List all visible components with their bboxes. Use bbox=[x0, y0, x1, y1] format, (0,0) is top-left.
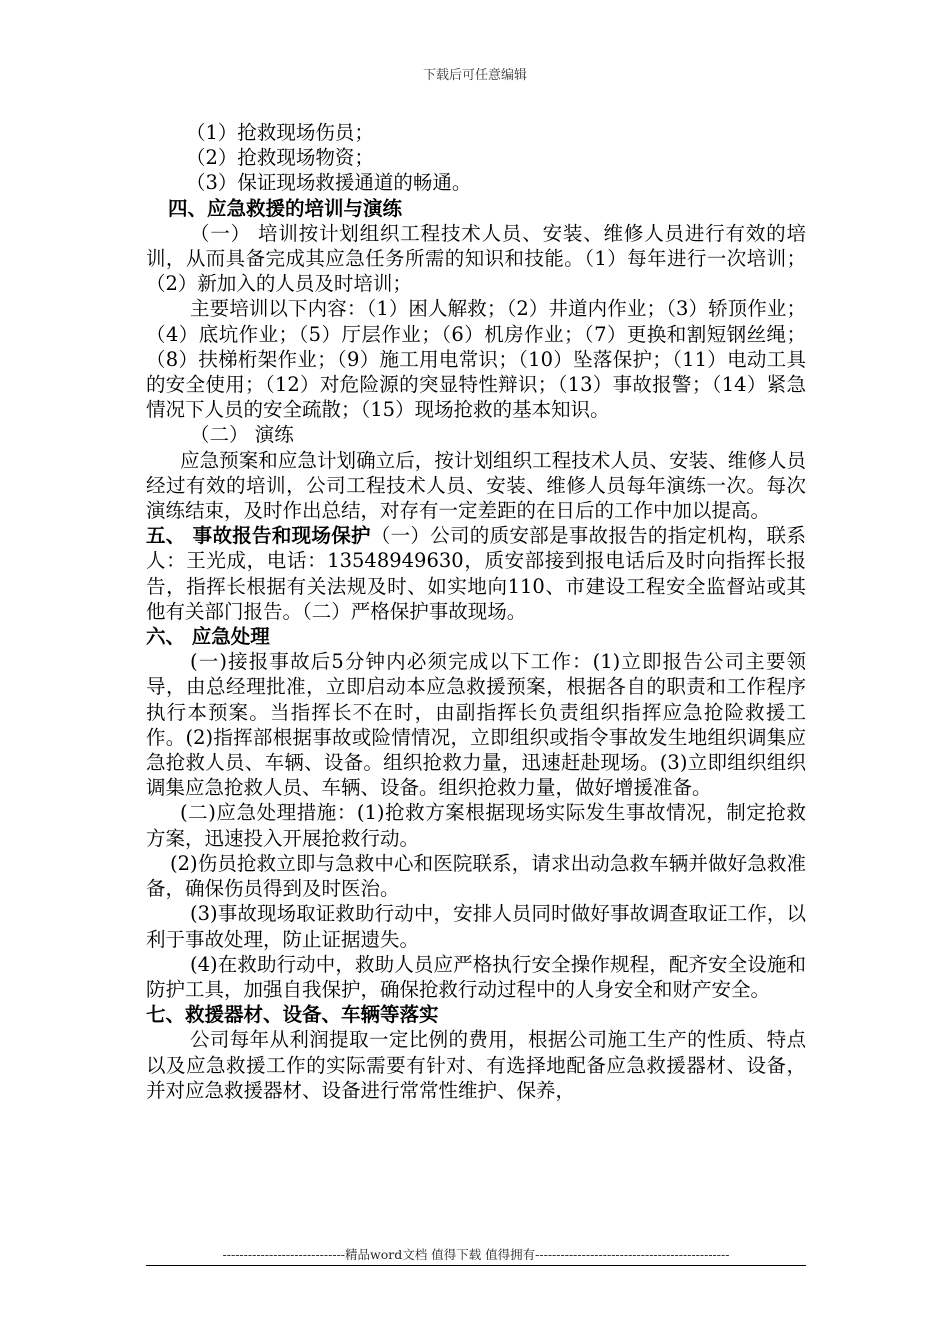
paragraph: (一)接报事故后5分钟内必须完成以下工作：(1)立即报告公司主要领导，由总经理批准，立即启动本应急救援预案，根据各自的职责和工作程序执行本预案。当指挥长不在时，由副指挥长负责组织指挥应急抢险救援工作。(2)指挥部根据事故或险情情况，立即组织或指令事故发生地组织调集应急抢救人员、车辆、设备。组织抢救力量，迅速赶赴现场。(3)立即组织组织调集应急抢救人员、车辆、设备。组织抢救力量，做好增援准备。 bbox=[146, 650, 806, 800]
paragraph: 应急预案和应急计划确立后，按计划组织工程技术人员、安装、维修人员经过有效的培训，公司工程技术人员、安装、维修人员每年演练一次。每次演练结束，及时作出总结，对存有一定差距的在日后的工作中加以提高。 bbox=[146, 448, 806, 523]
list-item: （3）保证现场救援通道的畅通。 bbox=[186, 171, 472, 195]
section-heading: 七、救援器材、设备、车辆等落实 bbox=[146, 1003, 439, 1027]
section-heading: 五、 事故报告和现场保护 bbox=[146, 524, 371, 548]
list-item: （1）抢救现场伤员； bbox=[186, 121, 374, 144]
paragraph-text: （一）公司的质安部是事故报告的指定机构，联系人：王光成，电话：13548949630，质安部接到报电话后及时向指挥长报告，指挥长根据有关法规及时、如实地向110、市建设工程安全监督站或其他有关部门报告。（二）严格保护事故现场。 bbox=[146, 524, 806, 623]
paragraph: (2)伤员抢救立即与急救中心和医院联系，请求出动急救车辆并做好急救准备，确保伤员得到及时医治。 bbox=[146, 851, 806, 901]
list-item: （2）抢救现场物资； bbox=[186, 146, 374, 170]
paragraph: 公司每年从利润提取一定比例的费用，根据公司施工生产的性质、特点以及应急救援工作的实际需要有针对、有选择地配备应急救援器材、设备，并对应急救援器材、设备进行常常性维护、保养， bbox=[146, 1028, 806, 1102]
paragraph: 主要培训以下内容：（1）困人解救；（2）井道内作业；（3）轿顶作业；（4）底坑作业；（5）厅层作业；（6）机房作业；（7）更换和割短钢丝绳；（8）扶梯桁架作业；（9）施工用电常识；（10）坠落保护；（11）电动工具的安全使用；（12）对危险源的突显特性辩识；（13）事故报警；（14）紧急情况下人员的安全疏散；（15）现场抢救的基本知识。 bbox=[146, 297, 806, 422]
page-header: 下载后可任意编辑 bbox=[422, 68, 527, 83]
footer-rule bbox=[146, 1265, 806, 1266]
section-heading: 四、应急救援的培训与演练 bbox=[168, 196, 403, 220]
page-footer: -----------------------------精品word文档 值得下载 值得拥有---------------------------------------------- bbox=[222, 1247, 730, 1262]
subheading: （二） 演练 bbox=[190, 423, 294, 447]
paragraph: (4)在救助行动中，救助人员应严格执行安全操作规程，配齐安全设施和防护工具，加强自我保护，确保抢救行动过程中的人身安全和财产安全。 bbox=[146, 952, 806, 1001]
document-body bbox=[146, 120, 806, 1103]
paragraph: (3)事故现场取证救助行动中，安排人员同时做好事故调查取证工作，以利于事故处理，防止证据遗失。 bbox=[146, 902, 806, 951]
paragraph bbox=[146, 523, 806, 624]
paragraph: （一） 培训按计划组织工程技术人员、安装、维修人员进行有效的培训，从而具备完成其应急任务所需的知识和技能。（1）每年进行一次培训；（2）新加入的人员及时培训； bbox=[146, 221, 806, 296]
paragraph: (二)应急处理措施：(1)抢救方案根据现场实际发生事故情况，制定抢救方案，迅速投入开展抢救行动。 bbox=[146, 801, 806, 850]
section-heading: 六、 应急处理 bbox=[146, 625, 270, 649]
